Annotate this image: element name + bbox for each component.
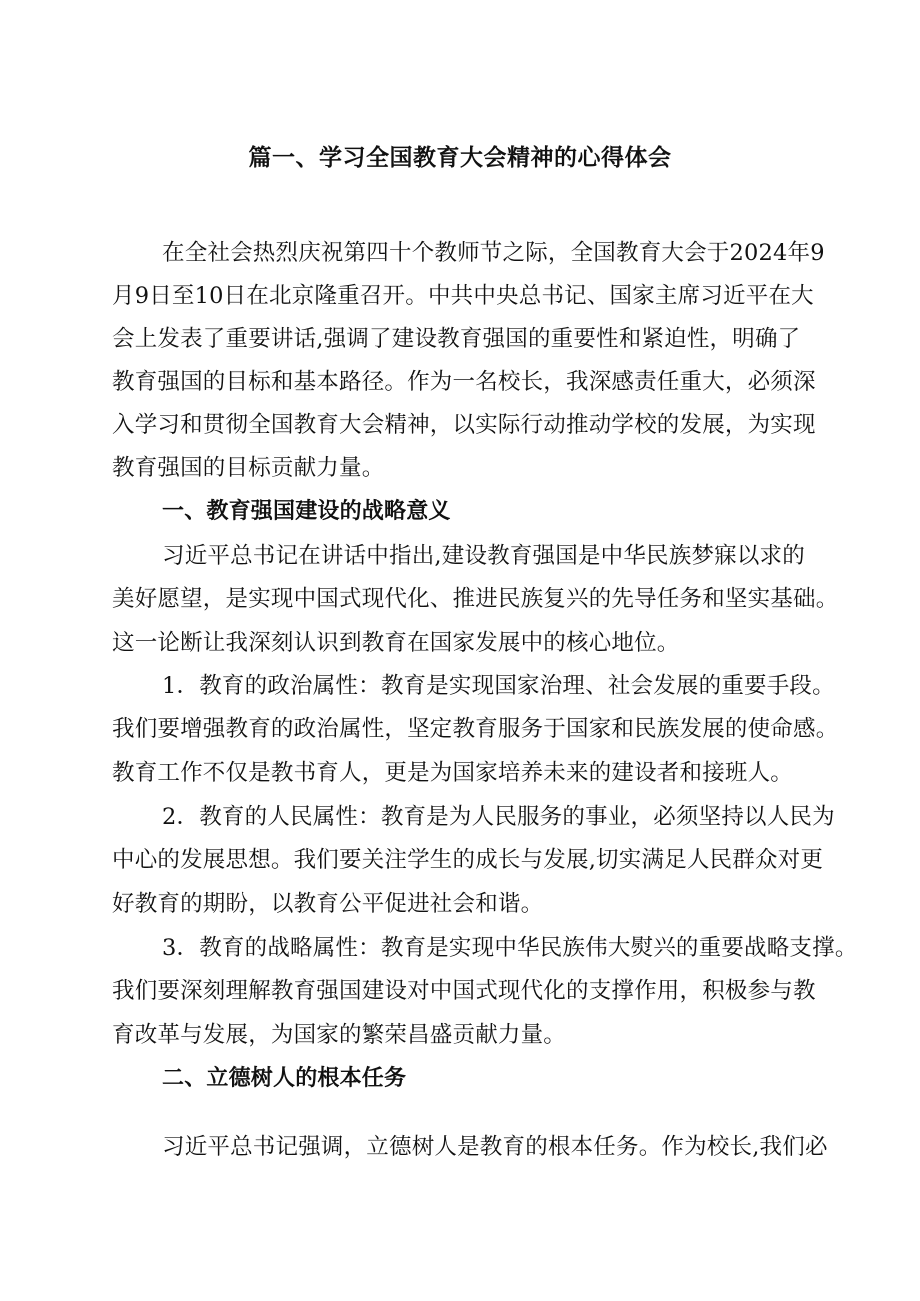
list-item-2: 2．教育的人民属性：教育是为人民服务的事业，必须坚持以人民为 bbox=[162, 804, 835, 830]
paragraph-line: 我们要深刻理解教育强国建设对中国式现代化的支撑作用，积极参与教 bbox=[112, 978, 816, 1004]
paragraph-line: 这一论断让我深刻认识到教育在国家发展中的核心地位。 bbox=[112, 630, 680, 656]
paragraph-line: 我们要增强教育的政治属性，坚定教育服务于国家和民族发展的使命感。 bbox=[112, 716, 839, 742]
section-heading-1: 一、教育强国建设的战略意义 bbox=[162, 499, 451, 524]
document-title: 篇一、学习全国教育大会精神的心得体会 bbox=[248, 145, 672, 171]
paragraph-line: 好教育的期盼，以教育公平促进社会和谐。 bbox=[112, 891, 544, 917]
paragraph-line: 习近平总书记强调，立德树人是教育的根本任务。作为校长,我们必 bbox=[162, 1134, 828, 1160]
paragraph-line: 教育强国的目标和基本路径。作为一名校长，我深感责任重大，必须深 bbox=[112, 369, 816, 395]
list-item-3: 3．教育的战略属性：教育是实现中华民族伟大熨兴的重要战略支撑。 bbox=[162, 935, 858, 961]
paragraph-line: 中心的发展思想。我们要关注学生的成长与发展,切实满足人民群众对更 bbox=[112, 847, 824, 873]
list-item-1: 1．教育的政治属性：教育是实现国家治理、社会发展的重要手段。 bbox=[162, 673, 835, 699]
paragraph-line: 会上发表了重要讲话,强调了建设教育强国的重要性和紧迫性，明确了 bbox=[112, 326, 801, 352]
paragraph-line: 习近平总书记在讲话中指出,建设教育强国是中华民族梦寐以求的 bbox=[162, 543, 805, 569]
paragraph-line: 育改革与发展，为国家的繁荣昌盛贡献力量。 bbox=[112, 1022, 567, 1048]
paragraph-line: 入学习和贯彻全国教育大会精神，以实际行动推动学校的发展，为实现 bbox=[112, 412, 816, 438]
paragraph-line: 教育强国的目标贡献力量。 bbox=[112, 455, 385, 481]
paragraph-line: 在全社会热烈庆祝第四十个教师节之际，全国教育大会于2024年9 bbox=[162, 240, 825, 266]
paragraph-line: 教育工作不仅是教书育人，更是为国家培养未来的建设者和接班人。 bbox=[112, 760, 794, 786]
paragraph-line: 月9日至10日在北京隆重召开。中共中央总书记、国家主席习近平在大 bbox=[112, 283, 814, 309]
section-heading-2: 二、立德树人的根本任务 bbox=[162, 1066, 407, 1091]
paragraph-line: 美好愿望，是实现中国式现代化、推进民族复兴的先导任务和坚实基础。 bbox=[112, 586, 839, 612]
